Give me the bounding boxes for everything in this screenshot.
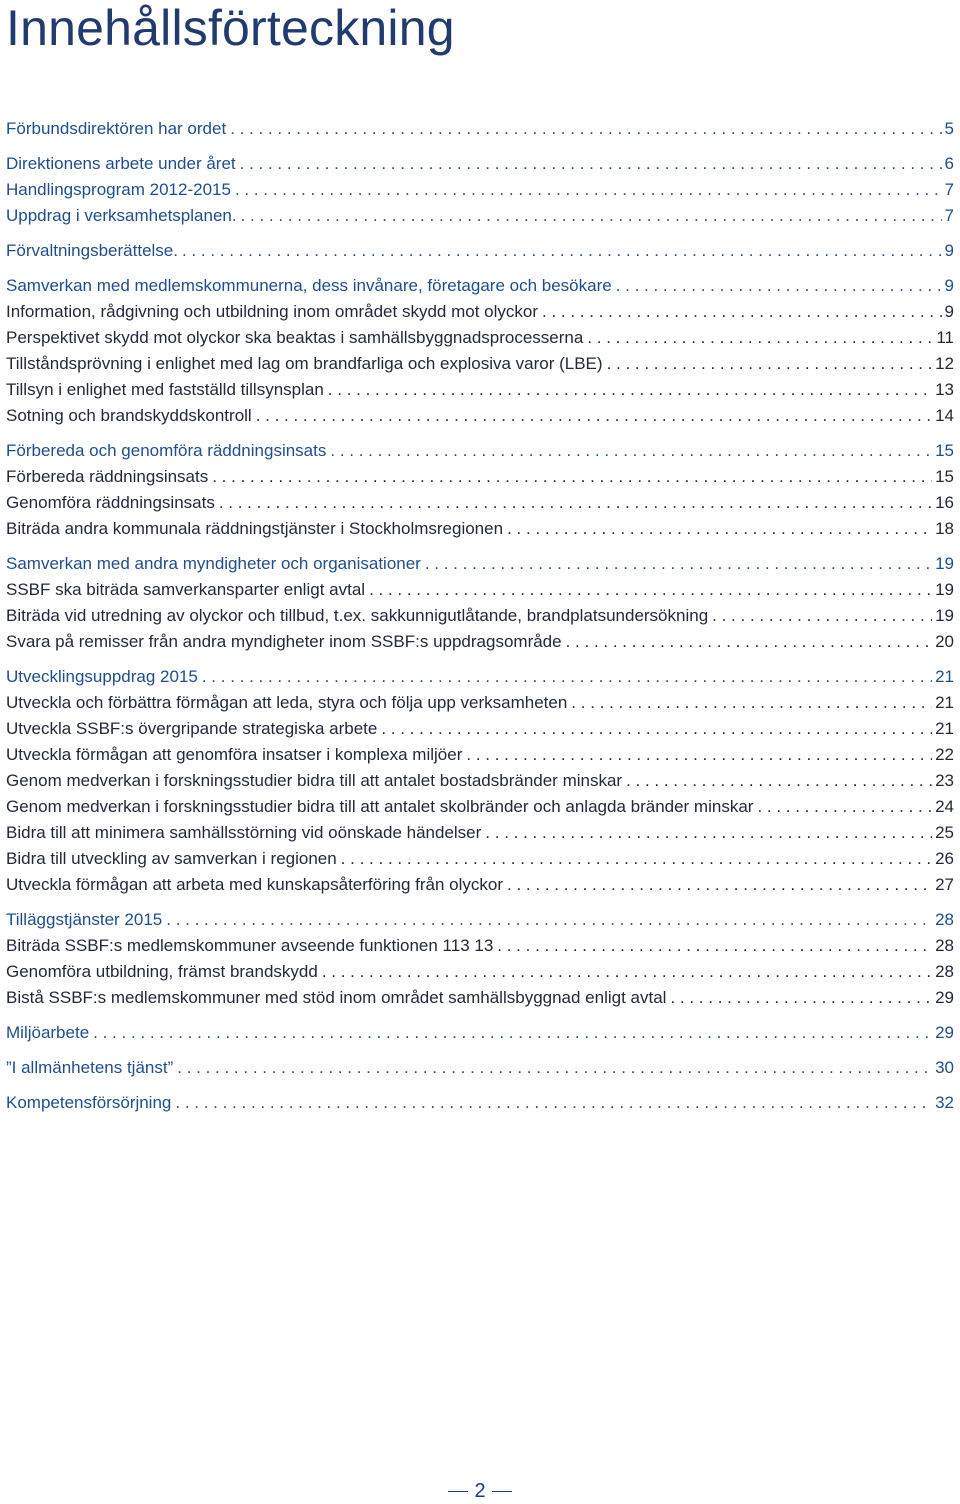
toc-page-number: 28 (935, 936, 954, 955)
toc-page-number: 12 (935, 354, 954, 373)
toc-entry-label: Miljöarbete (6, 1023, 90, 1042)
toc-entry-label: Genomföra utbildning, främst brandskydd (6, 962, 318, 981)
toc-dot-leader (607, 351, 933, 377)
toc-entry-label: Genom medverkan i forskningsstudier bidra till att antalet skolbränder och anlagda bränder minskar (6, 797, 754, 816)
toc-dot-leader (616, 273, 942, 299)
toc-entry-link[interactable] (6, 403, 954, 429)
toc-page-number: 19 (935, 580, 954, 599)
toc-page-number: 14 (935, 406, 954, 425)
toc-section-link[interactable] (6, 238, 954, 264)
toc-entry-link[interactable] (6, 464, 954, 490)
toc-page-number: 15 (935, 441, 954, 460)
toc-group (6, 151, 954, 229)
toc-entry-label: Uppdrag i verksamhetsplanen. (6, 206, 237, 225)
toc-page-number: 25 (935, 823, 954, 842)
toc-page-number: 29 (935, 1023, 954, 1042)
toc-section-link[interactable] (6, 151, 954, 177)
toc-entry-link[interactable] (6, 490, 954, 516)
toc-page-number: 27 (935, 875, 954, 894)
toc-dot-leader (425, 551, 932, 577)
toc-entry-label: Utveckla och förbättra förmågan att leda, styra och följa upp verksamheten (6, 693, 568, 712)
toc-entry-label: Kompetensförsörjning (6, 1093, 172, 1112)
toc-page-number: 20 (935, 632, 954, 651)
toc-section-link[interactable] (6, 177, 954, 203)
toc-entry-link[interactable] (6, 299, 954, 325)
toc-entry-label: Förbereda räddningsinsats (6, 467, 209, 486)
toc-page-number: 23 (935, 771, 954, 790)
toc-group (6, 551, 954, 655)
toc-entry-label: Genom medverkan i forskningsstudier bidra till att antalet bostadsbränder minskar (6, 771, 623, 790)
toc-page-number: 16 (935, 493, 954, 512)
toc-group (6, 273, 954, 429)
toc-entry-label: Samverkan med medlemskommunerna, dess invånare, företagare och besökare (6, 276, 612, 295)
toc-page-number: 9 (944, 241, 954, 260)
toc-entry-link[interactable] (6, 603, 954, 629)
toc-group (6, 116, 954, 142)
toc-entry-link[interactable] (6, 846, 954, 872)
toc-page-number: 19 (935, 606, 954, 625)
toc-entry-link[interactable] (6, 742, 954, 768)
toc-entry-link[interactable] (6, 959, 954, 985)
toc-entry-label: Biträda vid utredning av olyckor och tillbud, t.ex. sakkunnigutlåtande, brandplatsundersökning (6, 606, 709, 625)
toc-dot-leader (235, 177, 942, 203)
toc-dot-leader (230, 116, 941, 142)
page-number (0, 1478, 960, 1504)
toc-dot-leader (670, 985, 932, 1011)
toc-page-number: 15 (935, 467, 954, 486)
toc-entry-link[interactable] (6, 820, 954, 846)
toc-section-link[interactable] (6, 273, 954, 299)
toc-entry-link[interactable] (6, 629, 954, 655)
toc-dot-leader (182, 238, 942, 264)
toc-entry-label: Utveckla förmågan att arbeta med kunskapsåterföring från olyckor (6, 875, 504, 894)
toc-entry-label: Direktionens arbete under året (6, 154, 236, 173)
toc-dot-leader (369, 577, 932, 603)
toc-page-number: 9 (944, 276, 954, 295)
toc-dot-leader (712, 603, 932, 629)
toc-page-number: 24 (935, 797, 954, 816)
toc-page-number: 7 (944, 180, 954, 199)
toc-page-number: 26 (935, 849, 954, 868)
toc-dot-leader (93, 1020, 932, 1046)
toc-dot-leader (177, 1055, 932, 1081)
toc-page-number: 30 (935, 1058, 954, 1077)
toc-page-number: 9 (944, 302, 954, 321)
toc-section-link[interactable] (6, 1090, 954, 1116)
toc-entry-label: Sotning och brandskyddskontroll (6, 406, 252, 425)
toc-entry-link[interactable] (6, 377, 954, 403)
toc-entry-label: Förbundsdirektören har ordet (6, 119, 227, 138)
toc-entry-label: Genomföra räddningsinsats (6, 493, 215, 512)
toc-page-number: 21 (935, 719, 954, 738)
toc-entry-label: Bidra till att minimera samhällsstörning vid oönskade händelser (6, 823, 482, 842)
toc-entry-label: Utveckla förmågan att genomföra insatser i komplexa miljöer (6, 745, 463, 764)
toc-dot-leader (587, 325, 933, 351)
toc-group (6, 438, 954, 542)
toc-dot-leader (571, 690, 932, 716)
toc-dot-leader (566, 629, 932, 655)
toc-section-link[interactable] (6, 1020, 954, 1046)
toc-section-link[interactable] (6, 551, 954, 577)
toc-entry-label: Bidra till utveckling av samverkan i regionen (6, 849, 337, 868)
toc-entry-link[interactable] (6, 351, 954, 377)
toc-dot-leader (219, 490, 932, 516)
toc-entry-label: Förvaltningsberättelse. (6, 241, 178, 260)
toc-dot-leader (175, 1090, 932, 1116)
page-number-rule-right (492, 1491, 512, 1492)
page-title: Innehållsförteckning (6, 0, 455, 56)
toc-group (6, 907, 954, 1011)
toc-entry-label: Tillsyn i enlighet med fastställd tillsynsplan (6, 380, 324, 399)
toc-entry-link[interactable] (6, 933, 954, 959)
toc-page-number: 32 (935, 1093, 954, 1112)
table-of-contents (6, 116, 954, 1116)
toc-group (6, 238, 954, 264)
toc-dot-leader (507, 872, 932, 898)
toc-page-number: 11 (936, 328, 954, 347)
page-number-value: 2 (474, 1480, 486, 1502)
toc-section-link[interactable] (6, 664, 954, 690)
toc-group (6, 664, 954, 898)
toc-section-link[interactable] (6, 907, 954, 933)
toc-page-number: 13 (935, 380, 954, 399)
toc-dot-leader (341, 846, 932, 872)
toc-dot-leader (240, 151, 942, 177)
toc-entry-label: Samverkan med andra myndigheter och organisationer (6, 554, 421, 573)
toc-page-number: 21 (935, 667, 954, 686)
toc-page-number: 28 (935, 910, 954, 929)
toc-dot-leader (757, 794, 932, 820)
toc-entry-label: Biträda SSBF:s medlemskommuner avseende funktionen 113 13 (6, 936, 494, 955)
toc-entry-label: Tilläggstjänster 2015 (6, 910, 163, 929)
toc-dot-leader (241, 203, 942, 229)
toc-dot-leader (466, 742, 932, 768)
toc-entry-label: ”I allmänhetens tjänst” (6, 1058, 174, 1077)
toc-section-link[interactable] (6, 438, 954, 464)
page-number-rule-left (448, 1491, 468, 1492)
toc-group (6, 1090, 954, 1116)
toc-dot-leader (328, 377, 932, 403)
toc-dot-leader (330, 438, 932, 464)
toc-section-link[interactable] (6, 116, 954, 142)
toc-page-number: 22 (935, 745, 954, 764)
toc-entry-link[interactable] (6, 768, 954, 794)
toc-entry-label: Förbereda och genomföra räddningsinsats (6, 441, 327, 460)
toc-group (6, 1055, 954, 1081)
toc-section-link[interactable] (6, 1055, 954, 1081)
toc-entry-label: Bistå SSBF:s medlemskommuner med stöd inom området samhällsbyggnad enligt avtal (6, 988, 667, 1007)
toc-dot-leader (202, 664, 932, 690)
toc-entry-link[interactable] (6, 872, 954, 898)
toc-entry-link[interactable] (6, 577, 954, 603)
toc-entry-label: Information, rådgivning och utbildning inom området skydd mot olyckor (6, 302, 538, 321)
toc-page-number: 18 (935, 519, 954, 538)
toc-dot-leader (497, 933, 932, 959)
toc-dot-leader (542, 299, 942, 325)
toc-entry-label: Handlingsprogram 2012-2015 (6, 180, 231, 199)
toc-entry-label: Tillståndsprövning i enlighet med lag om brandfarliga och explosiva varor (LBE) (6, 354, 603, 373)
toc-entry-link[interactable] (6, 325, 954, 351)
toc-entry-label: SSBF ska biträda samverkansparter enligt avtal (6, 580, 366, 599)
toc-entry-label: Perspektivet skydd mot olyckor ska beaktas i samhällsbyggnadsprocesserna (6, 328, 584, 347)
toc-page-number: 28 (935, 962, 954, 981)
toc-group (6, 1020, 954, 1046)
toc-entry-label: Biträda andra kommunala räddningstjänster i Stockholmsregionen (6, 519, 504, 538)
toc-page-number: 7 (944, 206, 954, 225)
toc-entry-label: Utvecklingsuppdrag 2015 (6, 667, 198, 686)
toc-entry-label: Svara på remisser från andra myndigheter inom SSBF:s uppdragsområde (6, 632, 562, 651)
toc-page-number: 19 (935, 554, 954, 573)
toc-dot-leader (485, 820, 932, 846)
toc-entry-link[interactable] (6, 794, 954, 820)
toc-entry-label: Utveckla SSBF:s övergripande strategiska arbete (6, 719, 378, 738)
toc-dot-leader (322, 959, 932, 985)
toc-dot-leader (256, 403, 932, 429)
toc-dot-leader (381, 716, 932, 742)
toc-entry-link[interactable] (6, 716, 954, 742)
toc-page-number: 6 (944, 154, 954, 173)
toc-entry-link[interactable] (6, 985, 954, 1011)
toc-page-number: 29 (935, 988, 954, 1007)
toc-section-link[interactable] (6, 203, 954, 229)
toc-dot-leader (507, 516, 932, 542)
toc-dot-leader (626, 768, 932, 794)
toc-dot-leader (166, 907, 932, 933)
toc-entry-link[interactable] (6, 516, 954, 542)
toc-entry-link[interactable] (6, 690, 954, 716)
toc-page-number: 5 (944, 119, 954, 138)
toc-dot-leader (212, 464, 932, 490)
toc-page-number: 21 (935, 693, 954, 712)
